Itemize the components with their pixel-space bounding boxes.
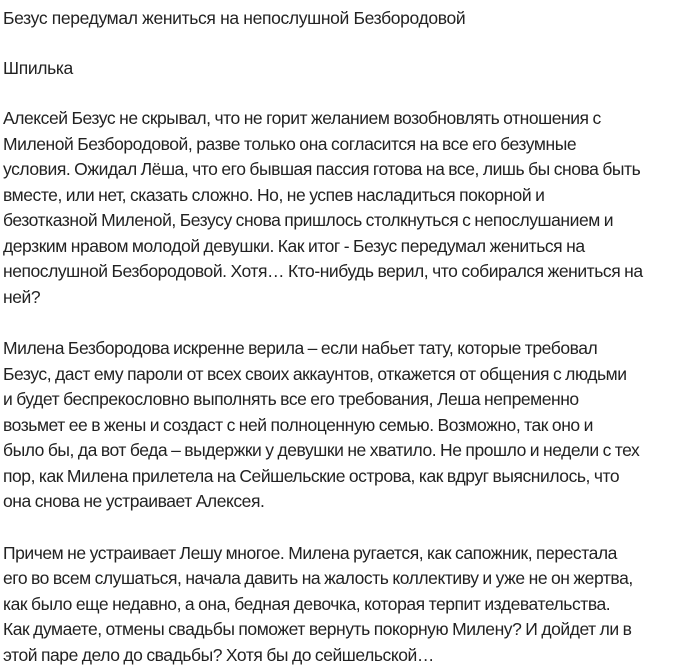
text-line: было бы, да вот беда – выдержки у девушки не хватило. Не прошло и недели с тех — [3, 438, 699, 464]
text-line: его во всем слушаться, начала давить на жалость коллективу и уже не он жертва, — [3, 566, 699, 592]
text-line: Алексей Безус не скрывал, что не горит желанием возобновлять отношения с — [3, 106, 699, 132]
article-title: Безус передумал жениться на непослушной Безбородовой — [3, 6, 699, 30]
text-line: она снова не устраивает Алексея. — [3, 489, 699, 515]
text-line: Причем не устраивает Лешу многое. Милена ругается, как сапожник, перестала — [3, 541, 699, 567]
text-line: ней? — [3, 285, 699, 311]
text-line: условия. Ожидал Лёша, что его бывшая пассия готова на все, лишь бы снова быть — [3, 157, 699, 183]
text-line: Безус, даст ему пароли от всех своих аккаунтов, откажется от общения с людьми — [3, 362, 699, 388]
article-category: Шпилька — [3, 56, 699, 80]
paragraph-3 — [3, 541, 699, 668]
text-line: Как думаете, отмены свадьбы поможет вернуть покорную Милену? И дойдет ли в — [3, 617, 699, 643]
text-line: безотказной Миленой, Безусу снова пришлось столкнуться с непослушанием и — [3, 208, 699, 234]
text-line: пор, как Милена прилетела на Сейшельские острова, как вдруг выяснилось, что — [3, 464, 699, 490]
text-line: Милена Безбородова искренне верила – если набьет тату, которые требовал — [3, 336, 699, 362]
text-line: вместе, или нет, сказать сложно. Но, не успев насладиться покорной и — [3, 183, 699, 209]
text-line: Миленой Безбородовой, разве только она согласится на все его безумные — [3, 132, 699, 158]
paragraph-1 — [3, 106, 699, 310]
text-line: дерзким нравом молодой девушки. Как итог - Безус передумал жениться на — [3, 234, 699, 260]
text-line: и будет беспрекословно выполнять все его требования, Леша непременно — [3, 387, 699, 413]
paragraph-2 — [3, 336, 699, 515]
text-line: этой паре дело до свадьбы? Хотя бы до сейшельской… — [3, 643, 699, 668]
text-line: непослушной Безбородовой. Хотя… Кто-нибудь верил, что собирался жениться на — [3, 259, 699, 285]
text-line: как было еще недавно, а она, бедная девочка, которая терпит издевательства. — [3, 592, 699, 618]
text-line: возьмет ее в жены и создаст с ней полноценную семью. Возможно, так оно и — [3, 413, 699, 439]
